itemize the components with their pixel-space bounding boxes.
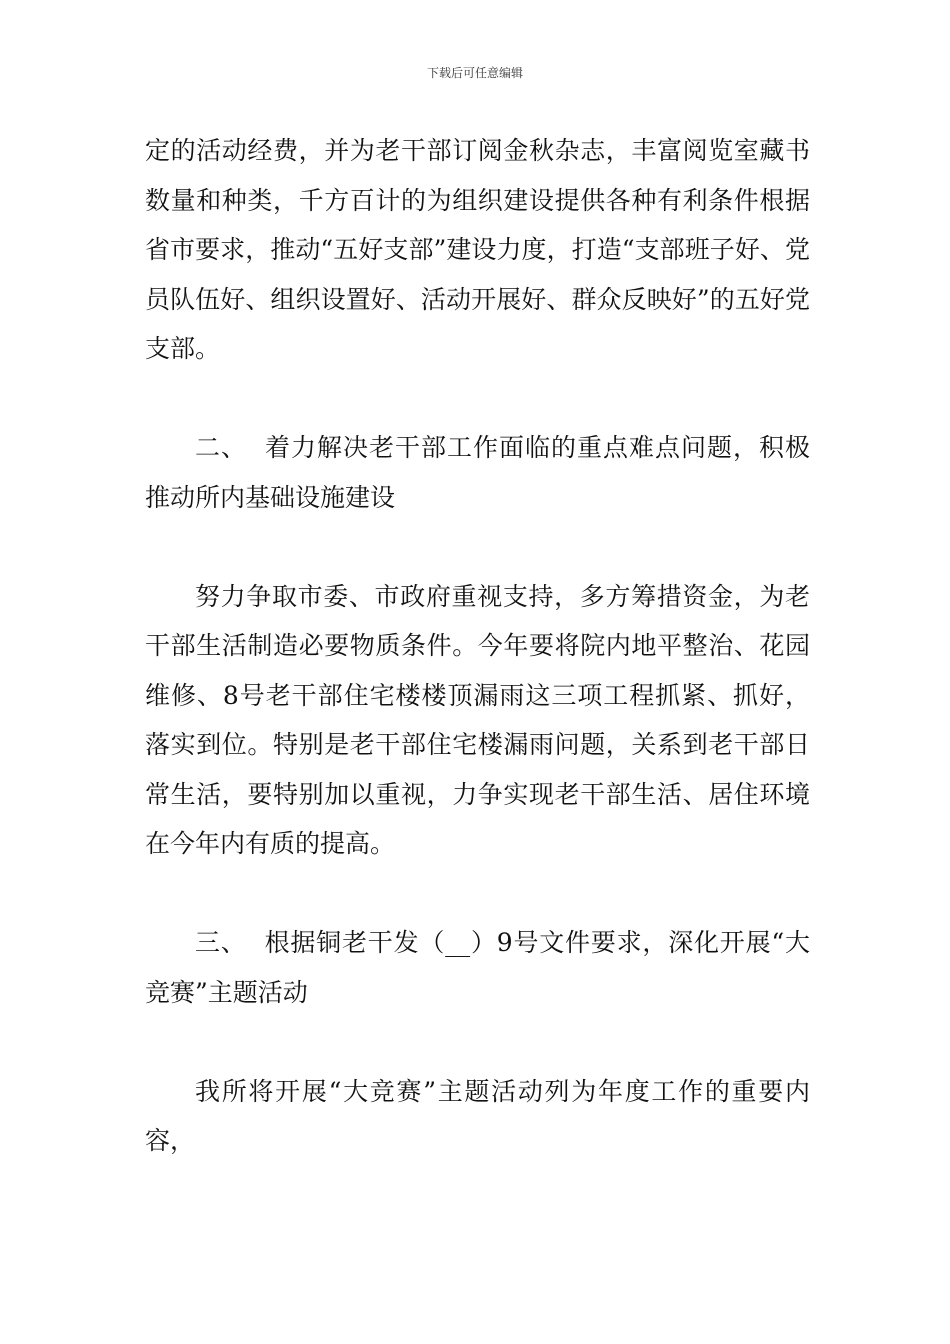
paragraph-competition: 我所将开展“大竞赛”主题活动列为年度工作的重要内容， (145, 1076, 810, 1155)
paragraph-spacer (145, 374, 810, 424)
paragraph-funding: 定的活动经费，并为老干部订阅金秋杂志，丰富阅览室藏书数量和种类，千方百计的为组织建设提供各种有利条件根据省市要求，推动“五好支部”建设力度，打造“支部班子好、党员队伍好、组织设置好、活动开展好、群众反映好”的五好党支部。 (145, 136, 810, 363)
page-header-note: 下载后可任意编辑 (426, 66, 523, 80)
section-heading-2 (145, 423, 810, 522)
document-body (145, 126, 810, 1166)
section-heading-3 (145, 918, 810, 1017)
paragraph-infrastructure: 努力争取市委、市政府重视支持，多方筹措资金，为老干部生活制造必要物质条件。今年要将院内地平整治、花园维修、8号老干部住宅楼楼顶漏雨这三项工程抓紧、抓好，落实到位。特别是老干部住宅楼漏雨问题，关系到老干部日常生活，要特别加以重视，力争实现老干部生活、居住环境在今年内有质的提高。 (145, 581, 810, 858)
section-title-3: 根据铜老干发（__）9号文件要求，深化开展“大竞赛”主题活动 (145, 928, 810, 1007)
paragraph-spacer (145, 1017, 810, 1067)
section-title-2: 着力解决老干部工作面临的重点难点问题，积极推动所内基础设施建设 (145, 433, 810, 512)
section-number-2: 二、 (195, 433, 247, 462)
section-number-3: 三、 (195, 928, 247, 957)
paragraph-spacer (145, 869, 810, 919)
paragraph-spacer (145, 522, 810, 572)
